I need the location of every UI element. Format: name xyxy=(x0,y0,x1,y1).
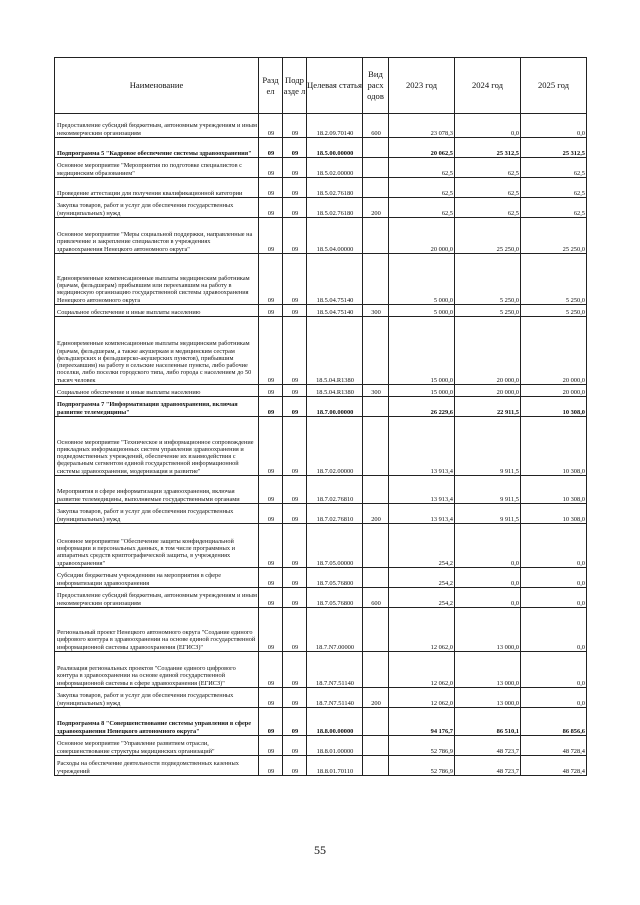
cell-name: Основное мероприятие "Управление развитием отрасли, совершенствование структуры медицинских организаций" xyxy=(55,736,259,756)
table-row xyxy=(55,568,587,588)
cell-2025: 48 728,4 xyxy=(521,756,587,776)
table-row xyxy=(55,385,587,397)
cell-2024: 13 000,0 xyxy=(455,608,521,652)
cell-csr: 18.7.N7.51140 xyxy=(307,652,363,688)
table-body xyxy=(55,114,587,776)
cell-name: Основное мероприятие "Мероприятия по подготовке специалистов с медицинским образованием" xyxy=(55,158,259,178)
cell-name: Основное мероприятие "Обеспечение защиты конфиденциальной информации и персональных данных, в том числе программных и аппаратных средств криптографической защиты, в учреждениях здравоохранения" xyxy=(55,524,259,568)
cell-name: Предоставление субсидий бюджетным, автономным учреждениям и иным некоммерческим организациям xyxy=(55,588,259,608)
page-number: 55 xyxy=(314,843,326,857)
cell-2024: 9 911,5 xyxy=(455,417,521,476)
cell-2023: 52 786,9 xyxy=(389,756,455,776)
cell-csr: 18.8.00.00000 xyxy=(307,708,363,736)
table-row xyxy=(55,198,587,218)
cell-2024: 0,0 xyxy=(455,568,521,588)
cell-razd: 09 xyxy=(259,652,283,688)
table-row xyxy=(55,178,587,198)
cell-razd: 09 xyxy=(259,588,283,608)
cell-2024: 20 000,0 xyxy=(455,317,521,385)
table-row xyxy=(55,317,587,385)
cell-razd: 09 xyxy=(259,688,283,708)
cell-name: Единовременные компенсационные выплаты медицинским работникам (врачам, фельдшерам, а также акушеркам и медицинским сестрам фельдшерских и фельдшерско-акушерских пунктов), прибывшим (переехавшим) на работу в сельские населенные пункты, либо рабочие поселки, либо поселки городского типа, либо города с населением до 50 тысяч человек xyxy=(55,317,259,385)
cell-name: Основное мероприятие "Меры социальной поддержки, направленные на привлечение и закрепление специалистов в учреждениях здравоохранения Ненецкого автономного округа" xyxy=(55,218,259,254)
cell-2025: 10 308,0 xyxy=(521,476,587,504)
cell-2024: 20 000,0 xyxy=(455,385,521,397)
cell-razd: 09 xyxy=(259,756,283,776)
cell-razd: 09 xyxy=(259,317,283,385)
cell-vr xyxy=(363,524,389,568)
cell-2025: 10 308,0 xyxy=(521,504,587,524)
cell-2025: 0,0 xyxy=(521,568,587,588)
cell-name: Расходы на обеспечение деятельности подведомственных казенных учреждений xyxy=(55,756,259,776)
cell-vr xyxy=(363,138,389,158)
cell-2025: 20 000,0 xyxy=(521,385,587,397)
header-podrazd: Подр азде л xyxy=(283,58,307,114)
cell-vr xyxy=(363,158,389,178)
cell-csr: 18.5.02.00000 xyxy=(307,158,363,178)
cell-csr: 18.7.02.76810 xyxy=(307,504,363,524)
cell-2024: 5 250,0 xyxy=(455,305,521,317)
cell-vr xyxy=(363,756,389,776)
header-razd: Разд ел xyxy=(259,58,283,114)
cell-name: Подпрограмма 7 "Информатизация здравоохранения, включая развитие телемедицины" xyxy=(55,397,259,417)
cell-razd: 09 xyxy=(259,504,283,524)
cell-csr: 18.5.04.75140 xyxy=(307,254,363,305)
cell-razd: 09 xyxy=(259,736,283,756)
table-row xyxy=(55,688,587,708)
cell-name: Подпрограмма 5 "Кадровое обеспечение системы здравоохранения" xyxy=(55,138,259,158)
cell-vr xyxy=(363,254,389,305)
cell-csr: 18.5.00.00000 xyxy=(307,138,363,158)
cell-2023: 26 229,6 xyxy=(389,397,455,417)
table-row xyxy=(55,305,587,317)
cell-podrazd: 09 xyxy=(283,608,307,652)
cell-podrazd: 09 xyxy=(283,756,307,776)
cell-name: Закупка товаров, работ и услуг для обеспечения государственных (муниципальных) нужд xyxy=(55,198,259,218)
cell-2024: 22 911,5 xyxy=(455,397,521,417)
cell-podrazd: 09 xyxy=(283,524,307,568)
cell-razd: 09 xyxy=(259,305,283,317)
cell-2024: 48 723,7 xyxy=(455,736,521,756)
cell-csr: 18.7.05.00000 xyxy=(307,524,363,568)
cell-2023: 12 062,0 xyxy=(389,688,455,708)
table-row xyxy=(55,588,587,608)
cell-vr xyxy=(363,476,389,504)
budget-table xyxy=(54,57,587,776)
cell-podrazd: 09 xyxy=(283,417,307,476)
cell-name: Проведение аттестации для получения квалификационной категории xyxy=(55,178,259,198)
cell-2024: 62,5 xyxy=(455,158,521,178)
cell-razd: 09 xyxy=(259,178,283,198)
cell-2023: 12 062,0 xyxy=(389,608,455,652)
cell-vr: 300 xyxy=(363,305,389,317)
cell-vr xyxy=(363,417,389,476)
header-2025: 2025 год xyxy=(521,58,587,114)
cell-podrazd: 09 xyxy=(283,138,307,158)
cell-2025: 25 312,5 xyxy=(521,138,587,158)
cell-2024: 25 250,0 xyxy=(455,218,521,254)
cell-2023: 13 913,4 xyxy=(389,417,455,476)
cell-2024: 9 911,5 xyxy=(455,504,521,524)
cell-2023: 94 176,7 xyxy=(389,708,455,736)
cell-csr: 18.7.N7.00000 xyxy=(307,608,363,652)
cell-name: Закупка товаров, работ и услуг для обеспечения государственных (муниципальных) нужд xyxy=(55,504,259,524)
cell-csr: 18.7.05.76800 xyxy=(307,568,363,588)
cell-2025: 0,0 xyxy=(521,608,587,652)
cell-vr: 200 xyxy=(363,198,389,218)
header-csr: Целевая статья xyxy=(307,58,363,114)
cell-2024: 9 911,5 xyxy=(455,476,521,504)
cell-name: Реализация региональных проектов "Создание единого цифрового контура в здравоохранении на основе единой государственной информационной системы в сфере здравоохранения (ЕГИСЗ)" xyxy=(55,652,259,688)
cell-vr xyxy=(363,652,389,688)
cell-podrazd: 09 xyxy=(283,198,307,218)
cell-csr: 18.5.04.75140 xyxy=(307,305,363,317)
cell-vr xyxy=(363,397,389,417)
cell-csr: 18.5.04.R1380 xyxy=(307,385,363,397)
table-row xyxy=(55,114,587,138)
cell-2025: 62,5 xyxy=(521,178,587,198)
cell-csr: 18.7.N7.51140 xyxy=(307,688,363,708)
table-row xyxy=(55,138,587,158)
cell-vr: 600 xyxy=(363,588,389,608)
cell-2024: 13 000,0 xyxy=(455,652,521,688)
cell-podrazd: 09 xyxy=(283,385,307,397)
cell-razd: 09 xyxy=(259,608,283,652)
cell-2025: 0,0 xyxy=(521,114,587,138)
table-row xyxy=(55,476,587,504)
cell-2025: 0,0 xyxy=(521,688,587,708)
cell-2023: 254,2 xyxy=(389,588,455,608)
cell-podrazd: 09 xyxy=(283,476,307,504)
cell-razd: 09 xyxy=(259,385,283,397)
cell-name: Социальное обеспечение и иные выплаты населению xyxy=(55,305,259,317)
cell-podrazd: 09 xyxy=(283,254,307,305)
cell-2023: 13 913,4 xyxy=(389,504,455,524)
cell-name: Региональный проект Ненецкого автономного округа "Создание единого цифрового контура в здравоохранении на основе единой государственной информационной системы здравоохранения (ЕГИСЗ)" xyxy=(55,608,259,652)
cell-razd: 09 xyxy=(259,524,283,568)
table-row xyxy=(55,397,587,417)
cell-podrazd: 09 xyxy=(283,397,307,417)
cell-2025: 0,0 xyxy=(521,652,587,688)
cell-2025: 86 856,6 xyxy=(521,708,587,736)
cell-2024: 48 723,7 xyxy=(455,756,521,776)
cell-2025: 20 000,0 xyxy=(521,317,587,385)
header-2024: 2024 год xyxy=(455,58,521,114)
table-row xyxy=(55,158,587,178)
header-vr: Вид расх одов xyxy=(363,58,389,114)
cell-podrazd: 09 xyxy=(283,178,307,198)
cell-2023: 62,5 xyxy=(389,158,455,178)
cell-vr: 600 xyxy=(363,114,389,138)
cell-razd: 09 xyxy=(259,138,283,158)
cell-vr xyxy=(363,736,389,756)
cell-2024: 5 250,0 xyxy=(455,254,521,305)
cell-podrazd: 09 xyxy=(283,708,307,736)
cell-razd: 09 xyxy=(259,397,283,417)
cell-csr: 18.5.04.R1380 xyxy=(307,317,363,385)
cell-vr: 300 xyxy=(363,385,389,397)
cell-2025: 25 250,0 xyxy=(521,218,587,254)
cell-razd: 09 xyxy=(259,568,283,588)
cell-2024: 0,0 xyxy=(455,524,521,568)
cell-2024: 0,0 xyxy=(455,114,521,138)
table-row xyxy=(55,504,587,524)
cell-vr xyxy=(363,568,389,588)
cell-2023: 254,2 xyxy=(389,568,455,588)
cell-podrazd: 09 xyxy=(283,588,307,608)
cell-csr: 18.7.00.00000 xyxy=(307,397,363,417)
cell-name: Подпрограмма 8 "Совершенствование системы управления в сфере здравоохранения Ненецкого автономного округа" xyxy=(55,708,259,736)
cell-razd: 09 xyxy=(259,158,283,178)
cell-vr: 200 xyxy=(363,504,389,524)
cell-2023: 5 000,0 xyxy=(389,254,455,305)
cell-2025: 5 250,0 xyxy=(521,254,587,305)
cell-2023: 13 913,4 xyxy=(389,476,455,504)
cell-2023: 62,5 xyxy=(389,178,455,198)
cell-podrazd: 09 xyxy=(283,317,307,385)
cell-csr: 18.7.02.76810 xyxy=(307,476,363,504)
cell-2023: 5 000,0 xyxy=(389,305,455,317)
cell-name: Социальное обеспечение и иные выплаты населению xyxy=(55,385,259,397)
cell-2023: 20 062,5 xyxy=(389,138,455,158)
cell-podrazd: 09 xyxy=(283,218,307,254)
cell-2024: 25 312,5 xyxy=(455,138,521,158)
cell-name: Мероприятия в сфере информатизации здравоохранения, включая развитие телемедицины, выполняемые государственными органами xyxy=(55,476,259,504)
cell-vr xyxy=(363,708,389,736)
cell-name: Предоставление субсидий бюджетным, автономным учреждениям и иным некоммерческим организациям xyxy=(55,114,259,138)
cell-csr: 18.2.09.70140 xyxy=(307,114,363,138)
cell-2023: 254,2 xyxy=(389,524,455,568)
cell-razd: 09 xyxy=(259,218,283,254)
cell-2024: 62,5 xyxy=(455,178,521,198)
cell-vr xyxy=(363,218,389,254)
cell-csr: 18.5.04.00000 xyxy=(307,218,363,254)
table-row xyxy=(55,218,587,254)
cell-csr: 18.5.02.76180 xyxy=(307,178,363,198)
cell-name: Основное мероприятие "Техническое и информационное сопровождение прикладных информационных систем управления здравоохранения и подведомственных учреждений, обеспечение их взаимодействия с федеральным сегментом единой государственной информационной системы здравоохранения, модернизация и развитие" xyxy=(55,417,259,476)
cell-2023: 62,5 xyxy=(389,198,455,218)
table-row xyxy=(55,524,587,568)
cell-podrazd: 09 xyxy=(283,158,307,178)
cell-podrazd: 09 xyxy=(283,114,307,138)
cell-vr: 200 xyxy=(363,688,389,708)
table-row xyxy=(55,254,587,305)
cell-vr xyxy=(363,317,389,385)
cell-csr: 18.5.02.76180 xyxy=(307,198,363,218)
table-row xyxy=(55,756,587,776)
cell-2024: 86 510,1 xyxy=(455,708,521,736)
cell-razd: 09 xyxy=(259,198,283,218)
cell-csr: 18.7.02.00000 xyxy=(307,417,363,476)
cell-2025: 10 308,0 xyxy=(521,417,587,476)
cell-name: Единовременные компенсационные выплаты медицинским работникам (врачам, фельдшерам) прибывшим или переехавшим на работу в медицинскую организацию государственной системы здравоохранения Ненецкого автономного округа xyxy=(55,254,259,305)
cell-2025: 10 308,0 xyxy=(521,397,587,417)
cell-csr: 18.8.01.70110 xyxy=(307,756,363,776)
cell-podrazd: 09 xyxy=(283,504,307,524)
cell-2023: 15 000,0 xyxy=(389,385,455,397)
cell-vr xyxy=(363,178,389,198)
cell-podrazd: 09 xyxy=(283,652,307,688)
cell-2023: 23 078,3 xyxy=(389,114,455,138)
cell-razd: 09 xyxy=(259,708,283,736)
cell-razd: 09 xyxy=(259,476,283,504)
cell-2023: 20 000,0 xyxy=(389,218,455,254)
cell-podrazd: 09 xyxy=(283,568,307,588)
cell-2025: 62,5 xyxy=(521,198,587,218)
cell-2024: 0,0 xyxy=(455,588,521,608)
cell-name: Закупка товаров, работ и услуг для обеспечения государственных (муниципальных) нужд xyxy=(55,688,259,708)
cell-razd: 09 xyxy=(259,254,283,305)
table-row xyxy=(55,417,587,476)
cell-csr: 18.7.05.76800 xyxy=(307,588,363,608)
header-name: Наименование xyxy=(55,58,259,114)
table-header-row xyxy=(55,58,587,114)
cell-name: Субсидии бюджетным учреждениям на мероприятия в сфере информатизации здравоохранения xyxy=(55,568,259,588)
table-row xyxy=(55,736,587,756)
cell-2024: 62,5 xyxy=(455,198,521,218)
cell-2024: 13 000,0 xyxy=(455,688,521,708)
cell-2025: 0,0 xyxy=(521,588,587,608)
table-row xyxy=(55,608,587,652)
cell-podrazd: 09 xyxy=(283,736,307,756)
table-row xyxy=(55,708,587,736)
cell-2025: 0,0 xyxy=(521,524,587,568)
header-2023: 2023 год xyxy=(389,58,455,114)
cell-vr xyxy=(363,608,389,652)
cell-2025: 48 728,4 xyxy=(521,736,587,756)
cell-podrazd: 09 xyxy=(283,688,307,708)
cell-2023: 12 062,0 xyxy=(389,652,455,688)
cell-2023: 52 786,9 xyxy=(389,736,455,756)
cell-razd: 09 xyxy=(259,114,283,138)
table-row xyxy=(55,652,587,688)
cell-csr: 18.8.01.00000 xyxy=(307,736,363,756)
cell-2025: 62,5 xyxy=(521,158,587,178)
cell-razd: 09 xyxy=(259,417,283,476)
cell-2023: 15 000,0 xyxy=(389,317,455,385)
cell-2025: 5 250,0 xyxy=(521,305,587,317)
cell-podrazd: 09 xyxy=(283,305,307,317)
